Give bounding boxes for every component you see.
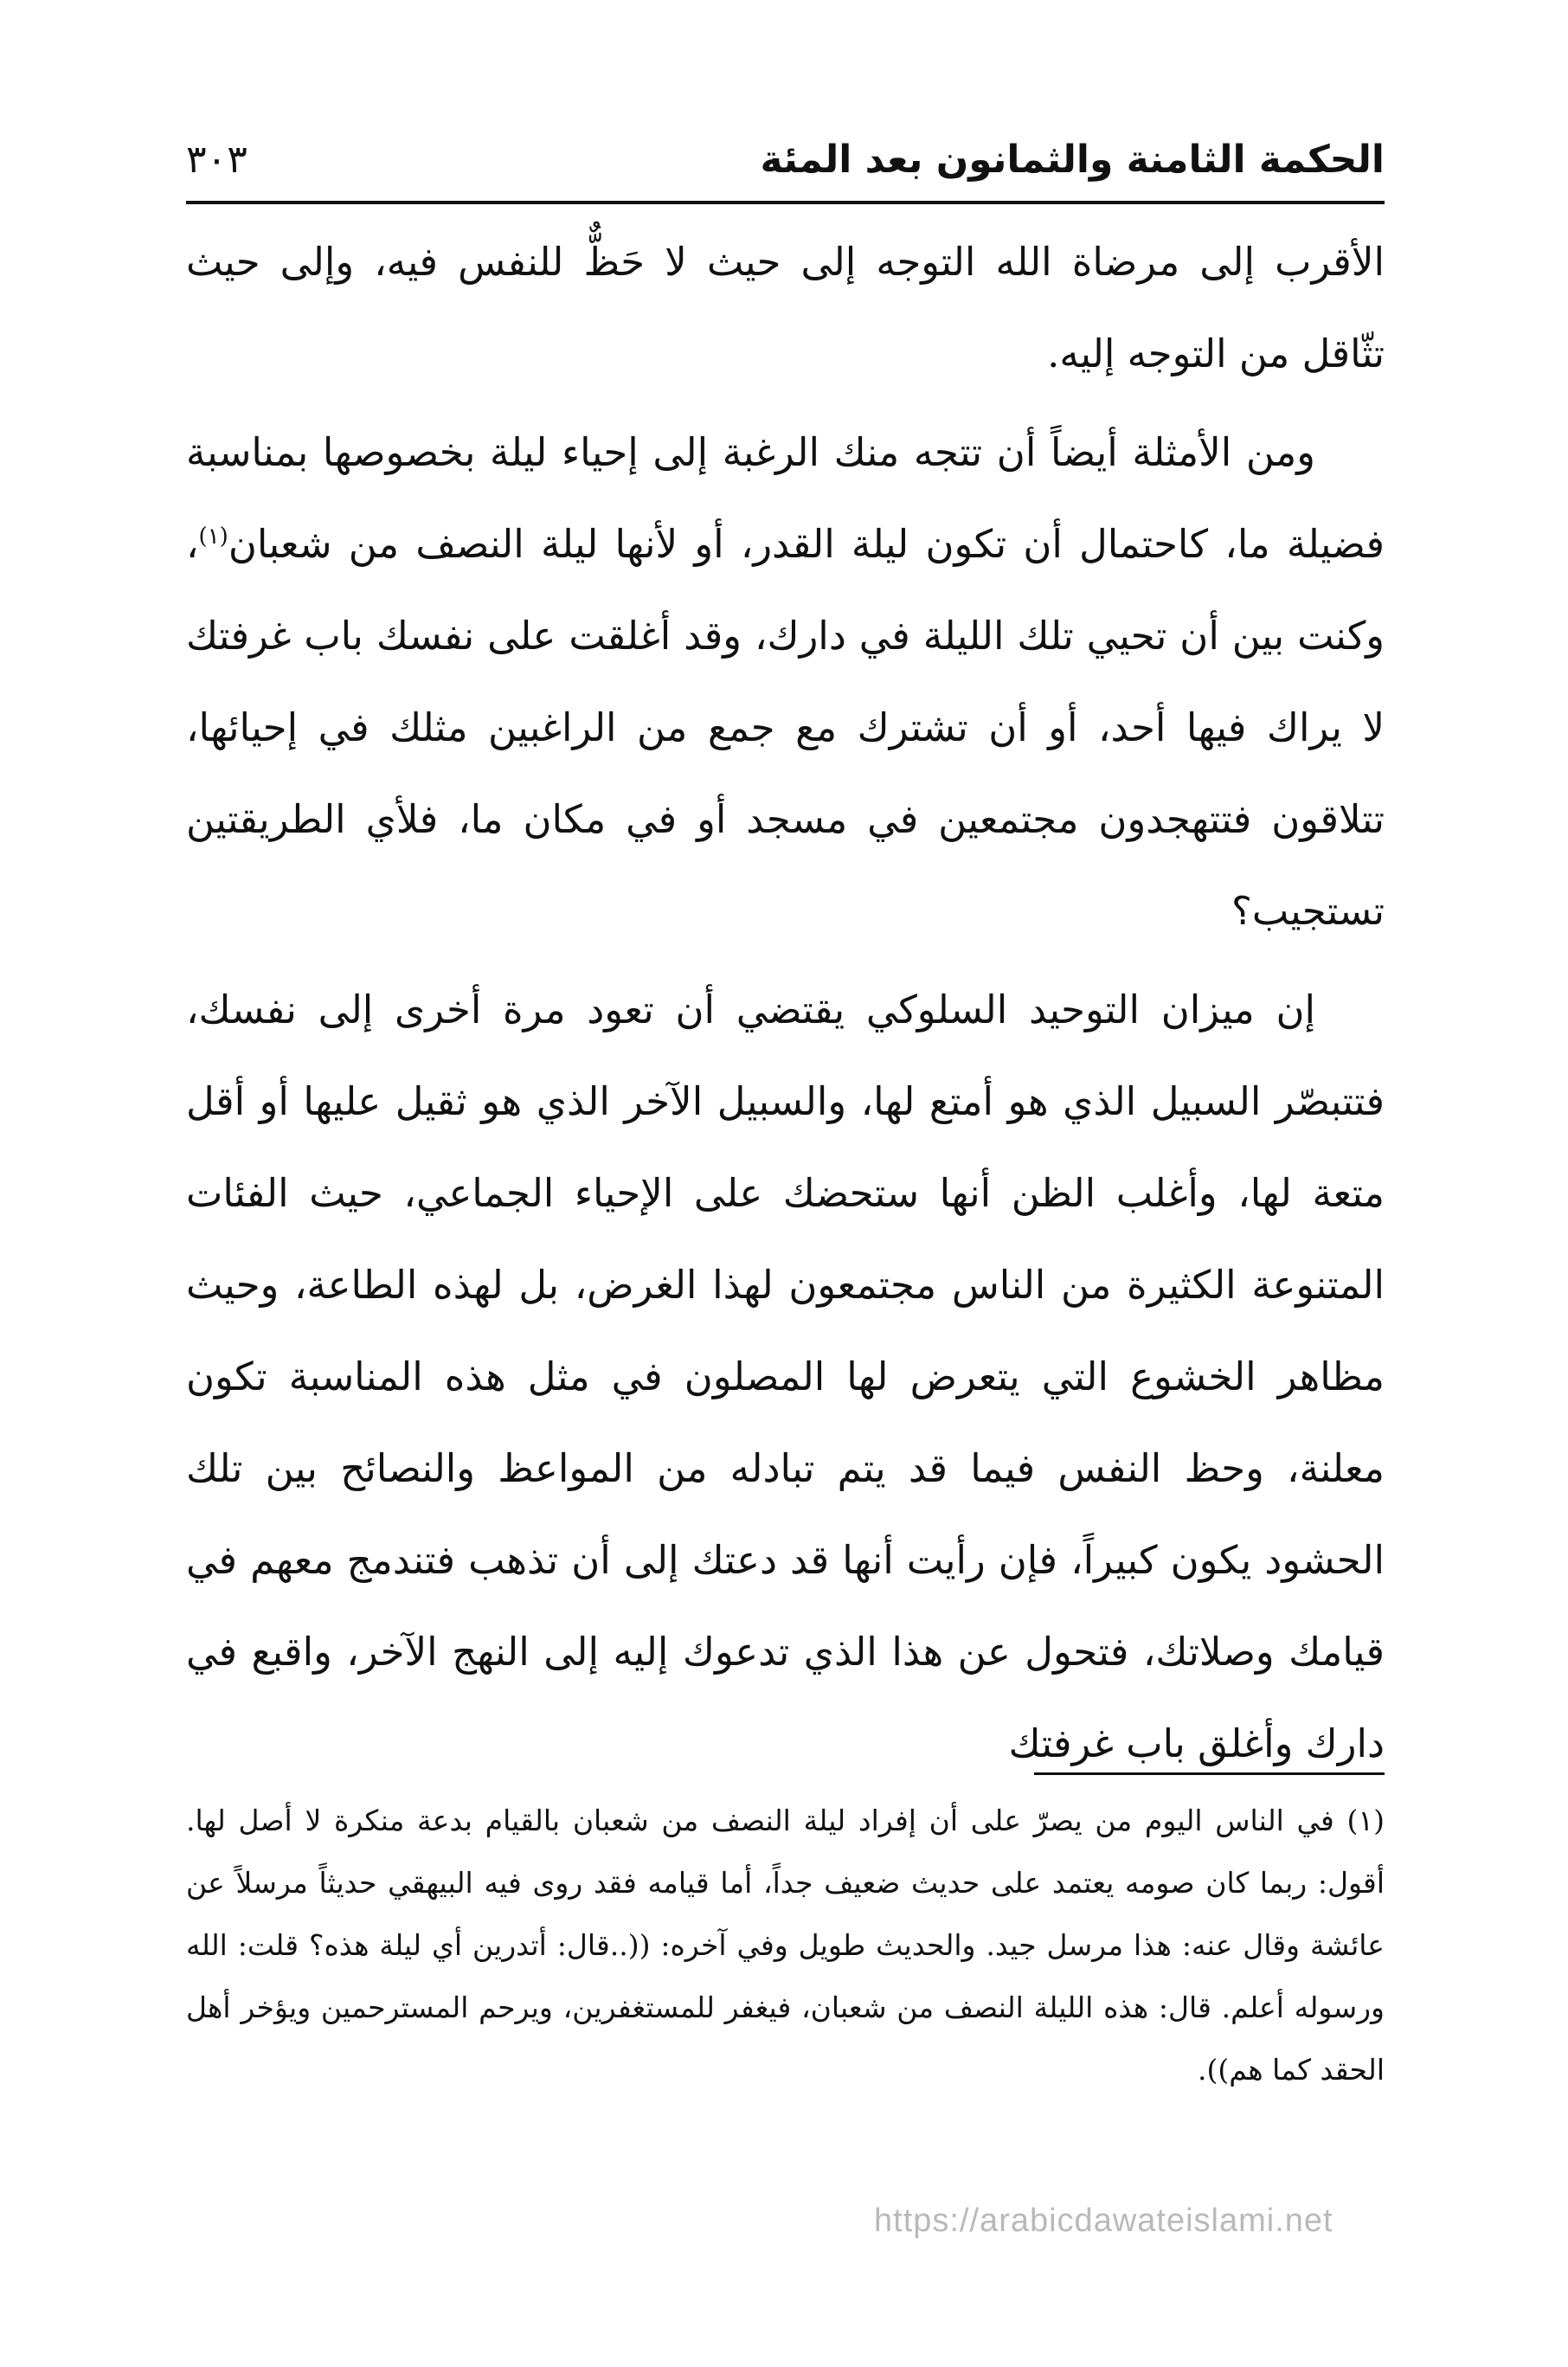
chapter-title: الحكمة الثامنة والثمانون بعد المئة [760, 138, 1385, 182]
website-watermark: https://arabicdawateislami.net [874, 2203, 1333, 2239]
paragraph-2-text: ومن الأمثلة أيضاً أن تتجه منك الرغبة إلى إحياء ليلة بخصوصها بمناسبة فضيلة ما، كاحتمال أن تكون ليلة القدر، أو لأنها ليلة النصف من شعبان [186, 429, 1385, 567]
paragraph-2 [186, 407, 1385, 957]
footnote-divider [1034, 1772, 1385, 1775]
footnote-reference[interactable]: (١) [198, 524, 228, 550]
main-text [186, 216, 1385, 1790]
footnote-text: (١) في الناس اليوم من يصرّ على أن إفراد ليلة النصف من شعبان بالقيام بدعة منكرة لا أصل لها. أقول: ربما كان صومه يعتمد على حديث ضعيف جداً، أما قيامه فقد روى فيه البيهقي حديثاً مرسلاً عن عائشة وقال عنه: هذا مرسل جيد. والحديث طويل وفي آخره: ((..قال: أتدرين أي ليلة هذه؟ قلت: الله ورسوله أعلم. قال: هذه الليلة النصف من شعبان، فيغفر للمستغفرين، ويرحم المسترحمين ويؤخر أهل الحقد كما هم)). [186, 1804, 1385, 2087]
footnote [186, 1790, 1385, 2101]
running-header [186, 130, 1385, 199]
paragraph-1: الأقرب إلى مرضاة الله التوجه إلى حيث لا حَظٌّ للنفس فيه، وإلى حيث تثّاقل من التوجه إليه. [186, 239, 1385, 376]
paragraph-2-continuation: ، وكنت بين أن تحيي تلك الليلة في دارك، وقد أغلقت على نفسك باب غرفتك لا يراك فيها أحد، أو أن تشترك مع جمع من الراغبين مثلك في إحيائها، تتلاقون فتتهجدون مجتمعين في مسجد أو في مكان ما، فلأي الطريقتين تستجيب؟ [186, 521, 1385, 934]
page-number: ٣٠٣ [186, 138, 247, 182]
header-divider [186, 201, 1385, 204]
paragraph-3: إن ميزان التوحيد السلوكي يقتضي أن تعود مرة أخرى إلى نفسك، فتتبصّر السبيل الذي هو أمتع لها، والسبيل الآخر الذي هو ثقيل عليها أو أقل متعة لها، وأغلب الظن أنها ستحضك على الإحياء الجماعي، حيث الفئات المتنوعة الكثيرة من الناس مجتمعون لهذا الغرض، بل لهذه الطاعة، وحيث مظاهر الخشوع التي يتعرض لها المصلون في مثل هذه المناسبة تكون معلنة، وحظ النفس فيما قد يتم تبادله من المواعظ والنصائح بين تلك الحشود يكون كبيراً، فإن رأيت أنها قد دعتك إلى أن تذهب فتندمج معهم في قيامك وصلاتك، فتحول عن هذا الذي تدعوك إليه إلى النهج الآخر، واقبع في دارك وأغلق باب غرفتك [186, 987, 1385, 1766]
